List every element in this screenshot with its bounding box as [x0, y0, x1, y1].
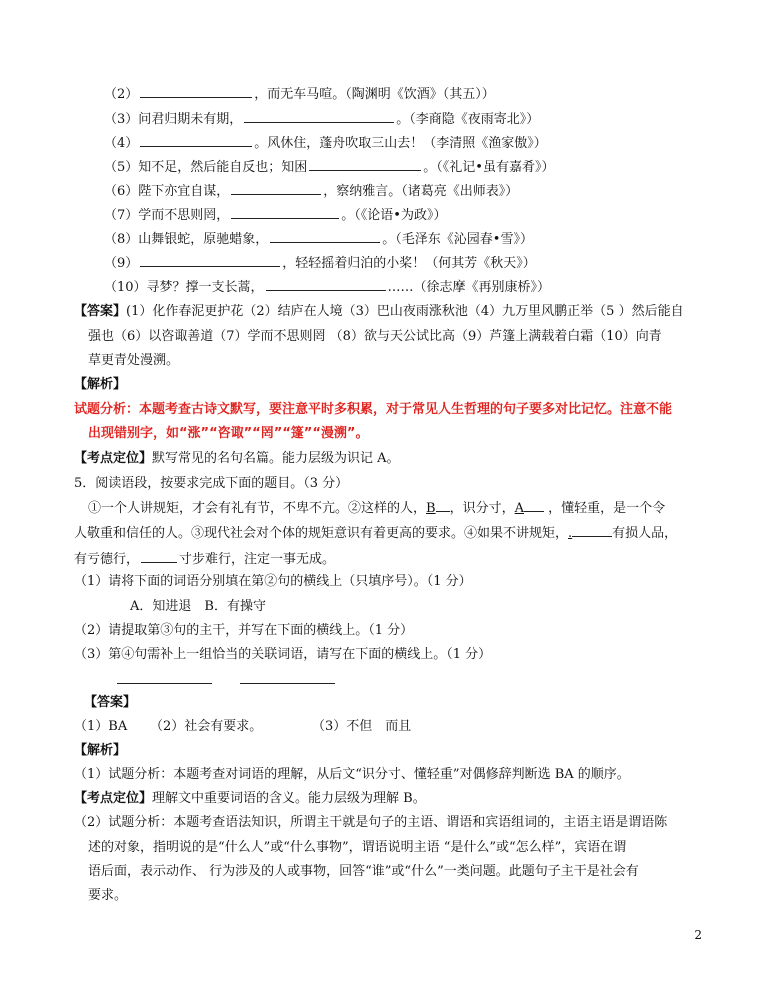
answer-label: 【答案】	[74, 304, 127, 319]
analysis-text: 要求。	[88, 888, 128, 903]
kaodian-label: 【考点定位】	[74, 451, 153, 466]
analysis-text: （1）试题分析：本题考查对词语的理解，从后文“识分寸、懂轻重”对偶修辞判断选 BA 的顺序。	[74, 767, 630, 782]
answer-text: （1）BA	[74, 719, 128, 734]
answer-line-blank	[117, 683, 212, 684]
poem-line-9	[104, 253, 536, 273]
poem-text: （10）寻梦？撑一支长蒿，	[104, 280, 264, 295]
analysis-label: 【解析】	[74, 743, 127, 758]
poem-text: （6）陛下亦宜自谋，	[104, 184, 230, 199]
answer-label: 【答案】	[84, 695, 137, 710]
kaodian-section-1	[74, 450, 400, 468]
analysis-text: 述的对象，指明说的是“什么人”或“什么事物”，谓语说明主语 “是什么”或“怎么样”，宾语在谓	[88, 840, 627, 855]
answer-blank	[140, 133, 252, 147]
poem-text: （9）	[104, 256, 139, 271]
question-5-title: 5．阅读语段，按要求完成下面的题目。（3 分）	[74, 476, 349, 491]
subquestion-2: （2）请提取第③句的主干，并写在下面的横线上。（1 分）	[74, 623, 414, 638]
answer-section-1	[74, 303, 684, 321]
poem-text: 。（《礼记•虽有嘉肴》）	[423, 160, 555, 175]
passage-line-2	[74, 524, 677, 543]
answer-blank	[309, 157, 421, 171]
answer-text: 草更青处漫溯。	[88, 353, 180, 368]
poem-text: （5）知不足，然后能自反也；知困	[104, 160, 308, 175]
poem-line-10	[104, 277, 550, 297]
poem-line-2	[104, 84, 495, 104]
poem-text: （7）学而不思则罔，	[104, 208, 230, 223]
blank-tail	[572, 524, 612, 537]
poem-text: ……（徐志摩《再别康桥》）	[387, 280, 551, 295]
passage-text: 有损人品，	[612, 526, 678, 541]
answer-blank	[140, 253, 280, 267]
filled-blank: B	[426, 501, 436, 516]
analysis-text: 语后面，表示动作、 行为涉及的人或事物，回答“谁”或“什么”一类问题。此题句子主干是社会有	[88, 864, 639, 879]
answer-blank	[266, 277, 386, 291]
poem-text: ，轻轻摇着归泊的小桨！（何其芳《秋天》）	[282, 256, 536, 271]
passage-line-1	[88, 499, 665, 518]
poem-line-3	[104, 109, 539, 129]
analysis-text: （2）试题分析：本题考查语法知识，所谓主干就是句子的主语、谓语和宾语组词的，主语主语是谓语陈	[74, 815, 668, 830]
subquestion-3: （3）第④句需补上一组恰当的关联词语，请写在下面的横线上。（1 分）	[74, 647, 492, 662]
kaodian-text: 理解文中重要词语的含义。能力层级为理解 B。	[152, 791, 426, 806]
answer-text: 强也（6）以咨诹善道（7）学而不思则罔 （8）欲与天公试比高（9）芦篷上满载着白霜（10）向青	[88, 329, 662, 344]
poem-line-4	[104, 133, 547, 153]
poem-text: （2）	[104, 87, 139, 102]
poem-text: 。（《论语•为政》）	[341, 208, 447, 223]
poem-text: 。（毛泽东《沁园春•雪》）	[382, 232, 533, 247]
filled-blank: A	[514, 501, 524, 516]
poem-text: ，而无车马喧。（陶渊明《饮酒》（其五））	[254, 87, 495, 102]
analysis-text-red: 试题分析：本题考查古诗文默写，要注意平时多积累，对于常见人生哲理的句子要多对比记忆。注意不能	[74, 402, 673, 417]
answer-blank	[231, 205, 339, 219]
answer-line	[88, 328, 662, 346]
answer-row	[74, 718, 127, 736]
poem-line-6	[104, 181, 518, 201]
passage-text: 有亏德行，	[74, 552, 140, 567]
poem-line-7	[104, 205, 446, 225]
kaodian-text: 默写常见的名句名篇。能力层级为识记 A。	[152, 451, 400, 466]
page-number: 2	[694, 928, 702, 942]
blank-tail	[436, 499, 450, 512]
poem-text: 。（李商隐《夜雨寄北》）	[396, 112, 540, 127]
passage-text: ，懂轻重，是一个令	[543, 501, 666, 516]
analysis-text-red: 出现错别字，如“涨”“咨诹”“罔”“篷”“漫溯”。	[88, 426, 369, 441]
analysis-label: 【解析】	[74, 377, 127, 392]
answer-line-blank	[240, 683, 335, 684]
poem-text: ，察纳雅言。（诸葛亮《出师表》）	[323, 184, 519, 199]
options: A．知进退 B．有操守	[130, 599, 266, 614]
filled-blank: .	[568, 526, 573, 541]
poem-line-5	[104, 157, 554, 177]
answer-blank	[141, 549, 177, 563]
answer-blank	[244, 109, 394, 123]
subquestion-1: （1）请将下面的词语分别填在第②句的横线上（只填序号）。（1 分）	[74, 574, 472, 589]
answer-row	[312, 718, 411, 736]
answer-text: （3）不但 而且	[312, 719, 412, 734]
poem-text: 。风休住，蓬舟吹取三山去！（李清照《渔家傲》）	[254, 136, 547, 151]
passage-text: ①一个人讲规矩，才会有礼有节，不卑不亢。②这样的人，	[88, 501, 427, 516]
passage-text: 人敬重和信任的人。③现代社会对个体的规矩意识有着更高的要求。④如果不讲规矩，	[74, 526, 569, 541]
answer-row	[150, 718, 262, 736]
answer-line	[88, 352, 179, 370]
poem-text: （3）问君归期未有期，	[104, 112, 243, 127]
answer-blank	[140, 84, 252, 98]
answer-blank	[231, 181, 321, 195]
kaodian-section-2	[74, 790, 426, 808]
poem-text: （8）山舞银蛇，原驰蜡象，	[104, 232, 269, 247]
blank-tail	[524, 499, 544, 512]
poem-line-8	[104, 229, 533, 249]
answer-blank	[270, 229, 380, 243]
answer-text: （2）社会有要求。	[150, 719, 263, 734]
passage-line-3	[74, 549, 335, 569]
passage-text: ，识分寸，	[449, 501, 515, 516]
poem-text: （4）	[104, 136, 139, 151]
passage-text: 寸步难行，注定一事无成。	[179, 552, 336, 567]
kaodian-label: 【考点定位】	[74, 791, 153, 806]
answer-text: (1）化作春泥更护花（2）结庐在人境（3）巴山夜雨涨秋池（4）九万里风鹏正举（5 ）然后能自	[126, 304, 684, 319]
